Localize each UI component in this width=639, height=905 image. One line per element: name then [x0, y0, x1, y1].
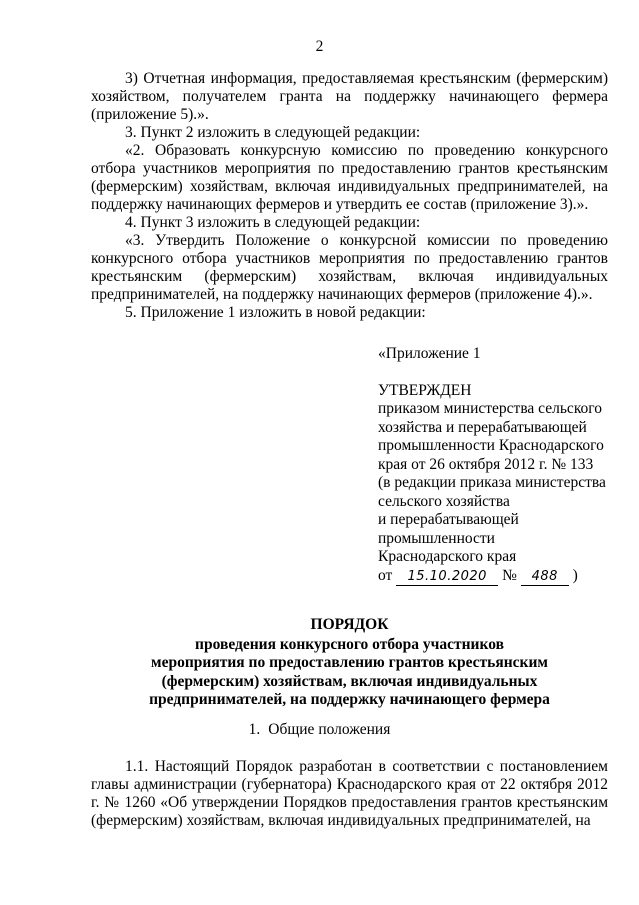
- approved-heading: УТВЕРЖДЕН: [378, 381, 472, 399]
- title-line: (фермерским) хозяйствам, включая индивидуальных: [161, 672, 538, 690]
- approval-line: (в редакции приказа министерства: [378, 474, 606, 491]
- approval-line: промышленности Краснодарского: [378, 437, 604, 454]
- section-number: 1.: [248, 721, 261, 738]
- approval-line: края от 26 октября 2012 г. № 133: [378, 455, 594, 473]
- paragraph-regulation: «3. Утвердить Положение о конкурсной комиссии по проведению конкурсного отбора участников мероприятия по предоставлению грантов крестьянским (фермерским) хозяйствам, включая индивидуальных предпринимателей, на поддержку начинающих фермеров (приложение 4).».: [91, 232, 608, 303]
- approval-line: приказом министерства сельского: [378, 400, 603, 417]
- title-main: ПОРЯДОК: [310, 616, 389, 633]
- paragraph-item-5: 5. Приложение 1 изложить в новой редакции:: [125, 304, 426, 321]
- appendix-label: «Приложение 1: [378, 345, 481, 362]
- section-title: Общие положения: [268, 721, 391, 738]
- approval-line: Краснодарского края: [378, 548, 517, 565]
- paragraph-item-4: 4. Пункт 3 изложить в следующей редакции:: [125, 214, 421, 231]
- approval-line: промышленности: [378, 529, 495, 547]
- date-prefix: от: [378, 566, 393, 584]
- approval-line: сельского хозяйства: [378, 492, 510, 510]
- amendment-text: [91, 70, 608, 322]
- paragraph-item-3: 3. Пункт 2 изложить в следующей редакции:: [125, 124, 421, 141]
- closing-paren: ): [572, 566, 578, 584]
- title-line: предпринимателей, на поддержку начинающего фермера: [149, 691, 550, 708]
- paragraph-report-info: 3) Отчетная информация, предоставляемая крестьянским (фермерским) хозяйством, получателем гранта на поддержку начинающего фермера (приложение 5).».: [91, 70, 608, 123]
- document-title: [91, 616, 608, 710]
- order-date-line: [378, 567, 618, 586]
- title-line: мероприятия по предоставлению грантов крестьянским: [151, 654, 548, 671]
- title-line: проведения конкурсного отбора участников: [195, 635, 504, 653]
- handwritten-date: 15.10.2020: [396, 568, 498, 586]
- appendix-approval-block: [378, 345, 618, 586]
- approval-line: хозяйства и перерабатывающей: [378, 418, 587, 436]
- page-number: 2: [315, 38, 324, 55]
- paragraph-commission: «2. Образовать конкурсную комиссию по проведению конкурсного отбора участников мероприятия по предоставлению грантов крестьянским (фермерским) хозяйствам, включая индивидуальных предпринимателей, на поддержку начинающих фермеров и утвердить ее состав (приложение 3).».: [91, 142, 608, 213]
- approval-line: и перерабатывающей: [378, 511, 519, 528]
- section-heading: [0, 721, 639, 739]
- paragraph-1-1: 1.1. Настоящий Порядок разработан в соответствии с постановлением главы администрации (губернатора) Краснодарского края от 22 октября 2012 г. № 1260 «Об утверждении Порядков предоставления грантов крестьянским (фермерским) хозяйствам, включая индивидуальных предпринимателей, на: [91, 758, 608, 829]
- section-text: [91, 758, 608, 830]
- number-prefix: №: [502, 566, 517, 584]
- handwritten-number: 488: [521, 568, 569, 586]
